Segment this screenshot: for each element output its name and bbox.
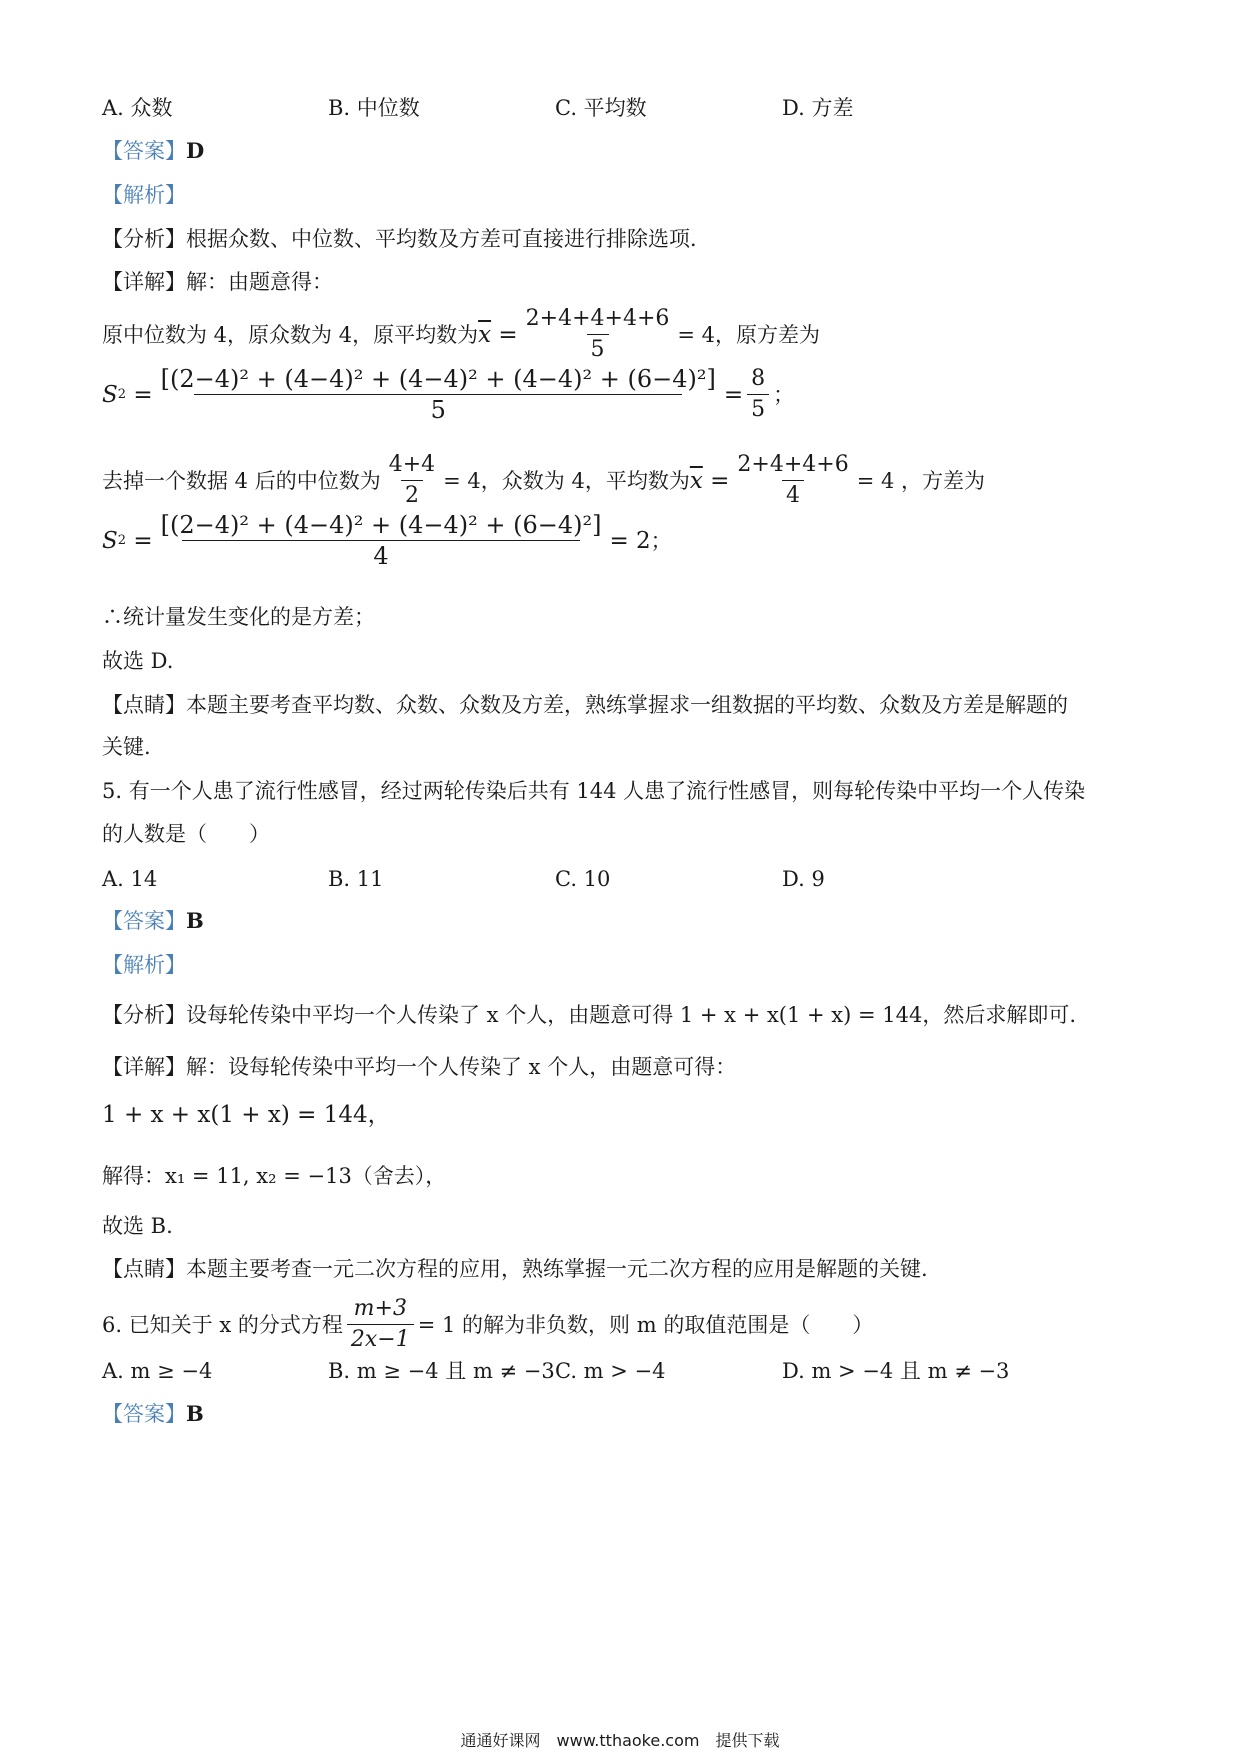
var2-denominator: 4 xyxy=(182,540,580,569)
q6-option-a: A. m ≥ −4 xyxy=(102,1359,213,1383)
answer-value: B xyxy=(186,1401,204,1426)
q5-option-d: D. 9 xyxy=(782,867,825,891)
q4-analysis-tag: 【解析】 xyxy=(102,183,186,207)
mean2-fraction xyxy=(733,452,852,509)
answer-tag: 【答案】 xyxy=(102,909,186,933)
var2-result: = 2 xyxy=(609,527,651,554)
var1-lhs: S xyxy=(102,381,118,408)
median2-denominator: 2 xyxy=(401,480,423,509)
mean1-result: = 4，原方差为 xyxy=(677,322,821,347)
q5-option-b: B. 11 xyxy=(328,867,384,891)
q5-solve: 解得：x₁ = 11, x₂ = −13（舍去）， xyxy=(102,1164,447,1188)
var2-semicolon: ； xyxy=(650,528,672,553)
q6-option-c: C. m > −4 xyxy=(555,1359,666,1383)
answer-tag: 【答案】 xyxy=(102,1402,186,1426)
q4-mean-line xyxy=(102,306,820,363)
q5-stem: 5. 有一个人患了流行性感冒，经过两轮传染后共有 144 人患了流行性感冒，则每轮传染中平均一个人传染 xyxy=(102,779,1086,803)
var1-equals: = xyxy=(126,381,153,408)
mean2-numerator: 2+4+4+6 xyxy=(737,452,849,477)
line2-end: = 4 ，方差为 xyxy=(856,468,986,493)
q4-variance1: S 2 = $\frac{\text{[(2−4)² + (4−4)² + (4−4)² + (4−4)² + (6−4)²]}}{5}$ = $\frac{8}{5}$ ； xyxy=(102,365,795,424)
q6-numerator: m+3 xyxy=(353,1296,407,1321)
q5-option-c: C. 10 xyxy=(555,867,611,891)
answer-value: D xyxy=(186,138,205,163)
q4-answer xyxy=(102,138,204,164)
q5-stem-2: 的人数是（ ） xyxy=(102,822,270,846)
var2-lhs: S xyxy=(102,527,118,554)
q5-choose: 故选 B. xyxy=(102,1214,173,1238)
var1-result-num: 8 xyxy=(751,366,766,391)
answer-tag: 【答案】 xyxy=(102,139,186,163)
q5-dianjing: 【点睛】本题主要考查一元二次方程的应用，熟练掌握一元二次方程的应用是解题的关键. xyxy=(102,1257,928,1281)
q4-therefore: ∴统计量发生变化的是方差； xyxy=(102,605,375,629)
line2-mid: = 4，众数为 4，平均数为 xyxy=(443,468,690,493)
equals-sign: = xyxy=(491,321,518,348)
q4-detail-intro: 【详解】解：由题意得： xyxy=(102,270,333,294)
q5-fenxi: 【分析】设每轮传染中平均一个人传染了 x 个人，由题意可得 1 + x + x(1 + x) = 144，然后求解即可. xyxy=(102,1003,1077,1027)
mean1-fraction xyxy=(522,306,674,363)
q6-option-d: D. m > −4 且 m ≠ −3 xyxy=(782,1359,1010,1383)
q6-stem-pre: 6. 已知关于 x 的分式方程 xyxy=(102,1312,343,1337)
line1-pre: 原中位数为 4，原众数为 4，原平均数为 xyxy=(102,322,479,347)
q4-dianjing-2: 关键. xyxy=(102,735,151,759)
q4-choose: 故选 D. xyxy=(102,649,174,673)
median2-numerator: 4+4 xyxy=(388,452,436,477)
q4-option-c: C. 平均数 xyxy=(555,96,647,120)
q5-equation: 1 + x + x(1 + x) = 144， xyxy=(102,1102,391,1128)
q5-answer xyxy=(102,908,204,934)
q5-option-a: A. 14 xyxy=(102,867,158,891)
q6-answer xyxy=(102,1401,204,1427)
var1-denominator: 5 xyxy=(194,394,682,423)
q6-denominator: 2x−1 xyxy=(347,1324,414,1353)
var1-numerator: [(2−4)² + (4−4)² + (4−4)² + (4−4)² + (6−4)²] xyxy=(160,365,716,393)
q4-option-b: B. 中位数 xyxy=(328,96,420,120)
page-footer: 通通好课网 www.tthaoke.com 提供下载 xyxy=(460,1731,780,1750)
equals-sign-2: = xyxy=(702,467,730,494)
q4-option-d: D. 方差 xyxy=(782,96,854,120)
q4-option-a: A. 众数 xyxy=(102,96,173,120)
var1-equals-2: = xyxy=(723,381,744,408)
mean1-numerator: 2+4+4+4+6 xyxy=(525,306,670,331)
q5-detail: 【详解】解：设每轮传染中平均一个人传染了 x 个人，由题意可得： xyxy=(102,1055,737,1079)
xbar-symbol: $\overline{x}$ xyxy=(478,321,492,348)
mean2-denominator: 4 xyxy=(782,480,804,509)
mean1-denominator: 5 xyxy=(587,334,609,363)
q4-dianjing: 【点睛】本题主要考查平均数、众数、众数及方差，熟练掌握求一组数据的平均数、众数及方差是解题的 xyxy=(102,693,1068,717)
q5-analysis-tag: 【解析】 xyxy=(102,953,186,977)
var1-result-fraction xyxy=(747,366,769,423)
q4-variance2: S 2 = $\frac{\text{[(2−4)² + (4−4)² + (4−4)² + (6−4)²]}}{4}$ = 2 ； xyxy=(102,511,672,570)
q6-fraction xyxy=(347,1296,414,1353)
q6-stem-post: = 1 的解为非负数，则 m 的取值范围是（ ） xyxy=(417,1312,874,1337)
q6-stem xyxy=(102,1296,873,1353)
var1-result-den: 5 xyxy=(747,394,769,423)
median2-fraction xyxy=(385,452,439,509)
var2-equals: = xyxy=(126,527,153,554)
answer-value: B xyxy=(186,908,204,933)
var1-fraction xyxy=(157,366,720,423)
q6-option-b: B. m ≥ −4 且 m ≠ −3 xyxy=(328,1359,555,1383)
var2-numerator: [(2−4)² + (4−4)² + (4−4)² + (6−4)²] xyxy=(160,511,602,539)
var1-semicolon: ； xyxy=(773,382,795,407)
q4-line2 xyxy=(102,452,985,509)
line2-pre: 去掉一个数据 4 后的中位数为 xyxy=(102,468,381,493)
var2-fraction xyxy=(157,512,606,569)
xbar-symbol-2: $\overline{x}$ xyxy=(689,467,703,494)
q4-fenxi: 【分析】根据众数、中位数、平均数及方差可直接进行排除选项． xyxy=(102,227,711,251)
